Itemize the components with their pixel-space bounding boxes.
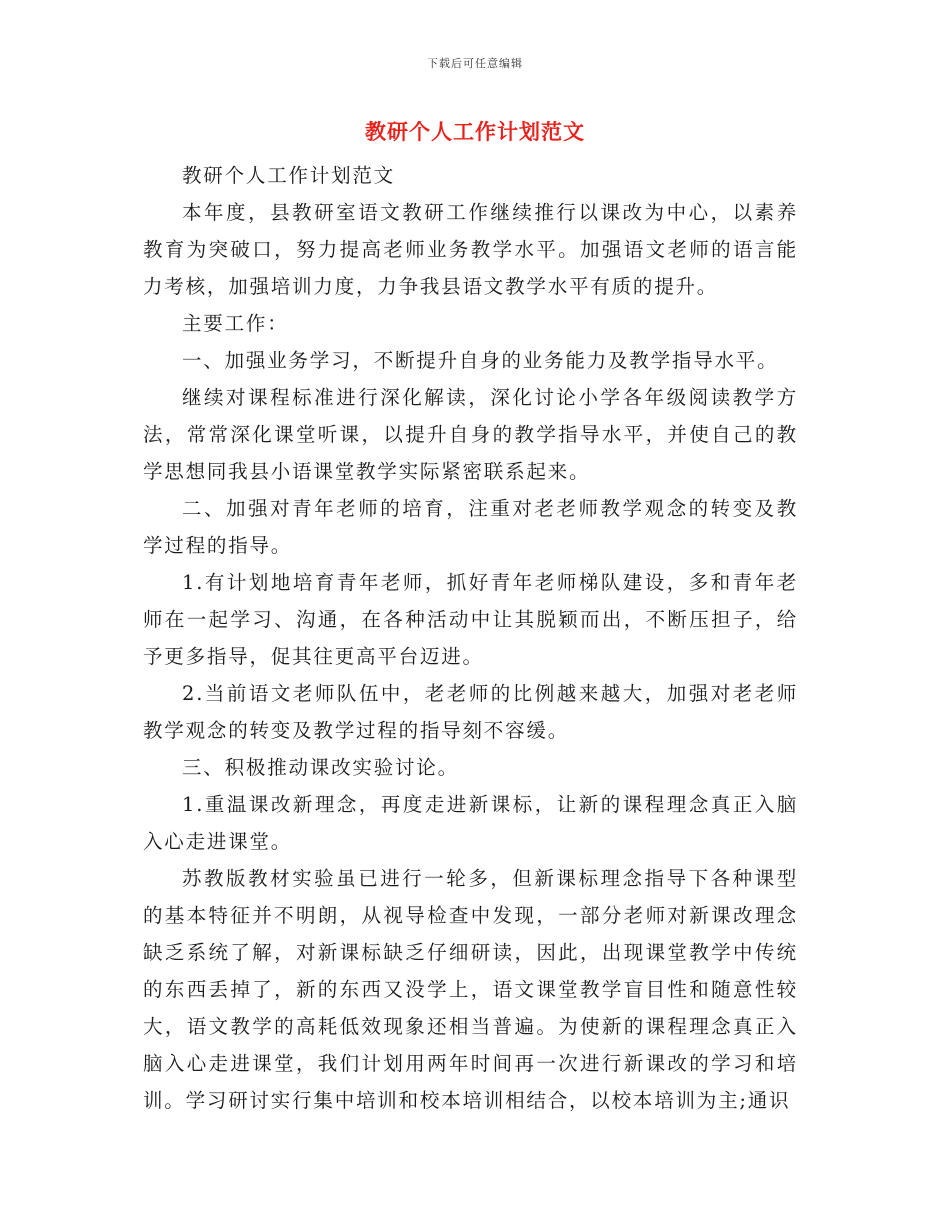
paragraph: 苏教版教材实验虽已进行一轮多，但新课标理念指导下各种课型的基本特征并不明朗，从视导检查中发现，一部分老师对新课改理念缺乏系统了解，对新课标缺乏仔细研读，因此，出现课堂教学中传统的东西丢掉了，新的东西又没学上，语文课堂教学盲目性和随意性较大，语文教学的高耗低效现象还相当普遍。为使新的课程理念真正入脑入心走进课堂，我们计划用两年时间再一次进行新课改的学习和培训。学习研讨实行集中培训和校本培训相结合，以校本培训为主;通识 (143, 867, 798, 1112)
paragraph: 一、加强业务学习，不断提升自身的业务能力及教学指导水平。 (182, 349, 779, 372)
paragraph: 教研个人工作计划范文 (182, 164, 396, 187)
paragraph: 2.当前语文老师队伍中，老老师的比例越来越大，加强对老老师教学观念的转变及教学过程的指导刻不容缓。 (143, 682, 798, 742)
document-title: 教研个人工作计划范文 (365, 119, 585, 144)
paragraph: 1.有计划地培育青年老师，抓好青年老师梯队建设，多和青年老师在一起学习、沟通，在各种活动中让其脱颖而出，不断压担子，给予更多指导，促其往更高平台迈进。 (143, 571, 798, 668)
paragraph: 二、加强对青年老师的培育，注重对老老师教学观念的转变及教学过程的指导。 (143, 497, 798, 557)
paragraph: 1.重温课改新理念，再度走进新课标，让新的课程理念真正入脑入心走进课堂。 (143, 793, 798, 853)
header-note: 下载后可任意编辑 (427, 57, 523, 70)
paragraph: 继续对课程标准进行深化解读，深化讨论小学各年级阅读教学方法，常常深化课堂听课，以提升自身的教学指导水平，并使自己的教学思想同我县小语课堂教学实际紧密联系起来。 (143, 386, 798, 483)
paragraph: 主要工作： (182, 312, 289, 335)
document-body (143, 157, 798, 1119)
paragraph: 三、积极推动课改实验讨论。 (182, 756, 459, 779)
paragraph: 本年度，县教研室语文教研工作继续推行以课改为中心，以素养教育为突破口，努力提高老师业务教学水平。加强语文老师的语言能力考核，加强培训力度，力争我县语文教学水平有质的提升。 (143, 201, 798, 298)
